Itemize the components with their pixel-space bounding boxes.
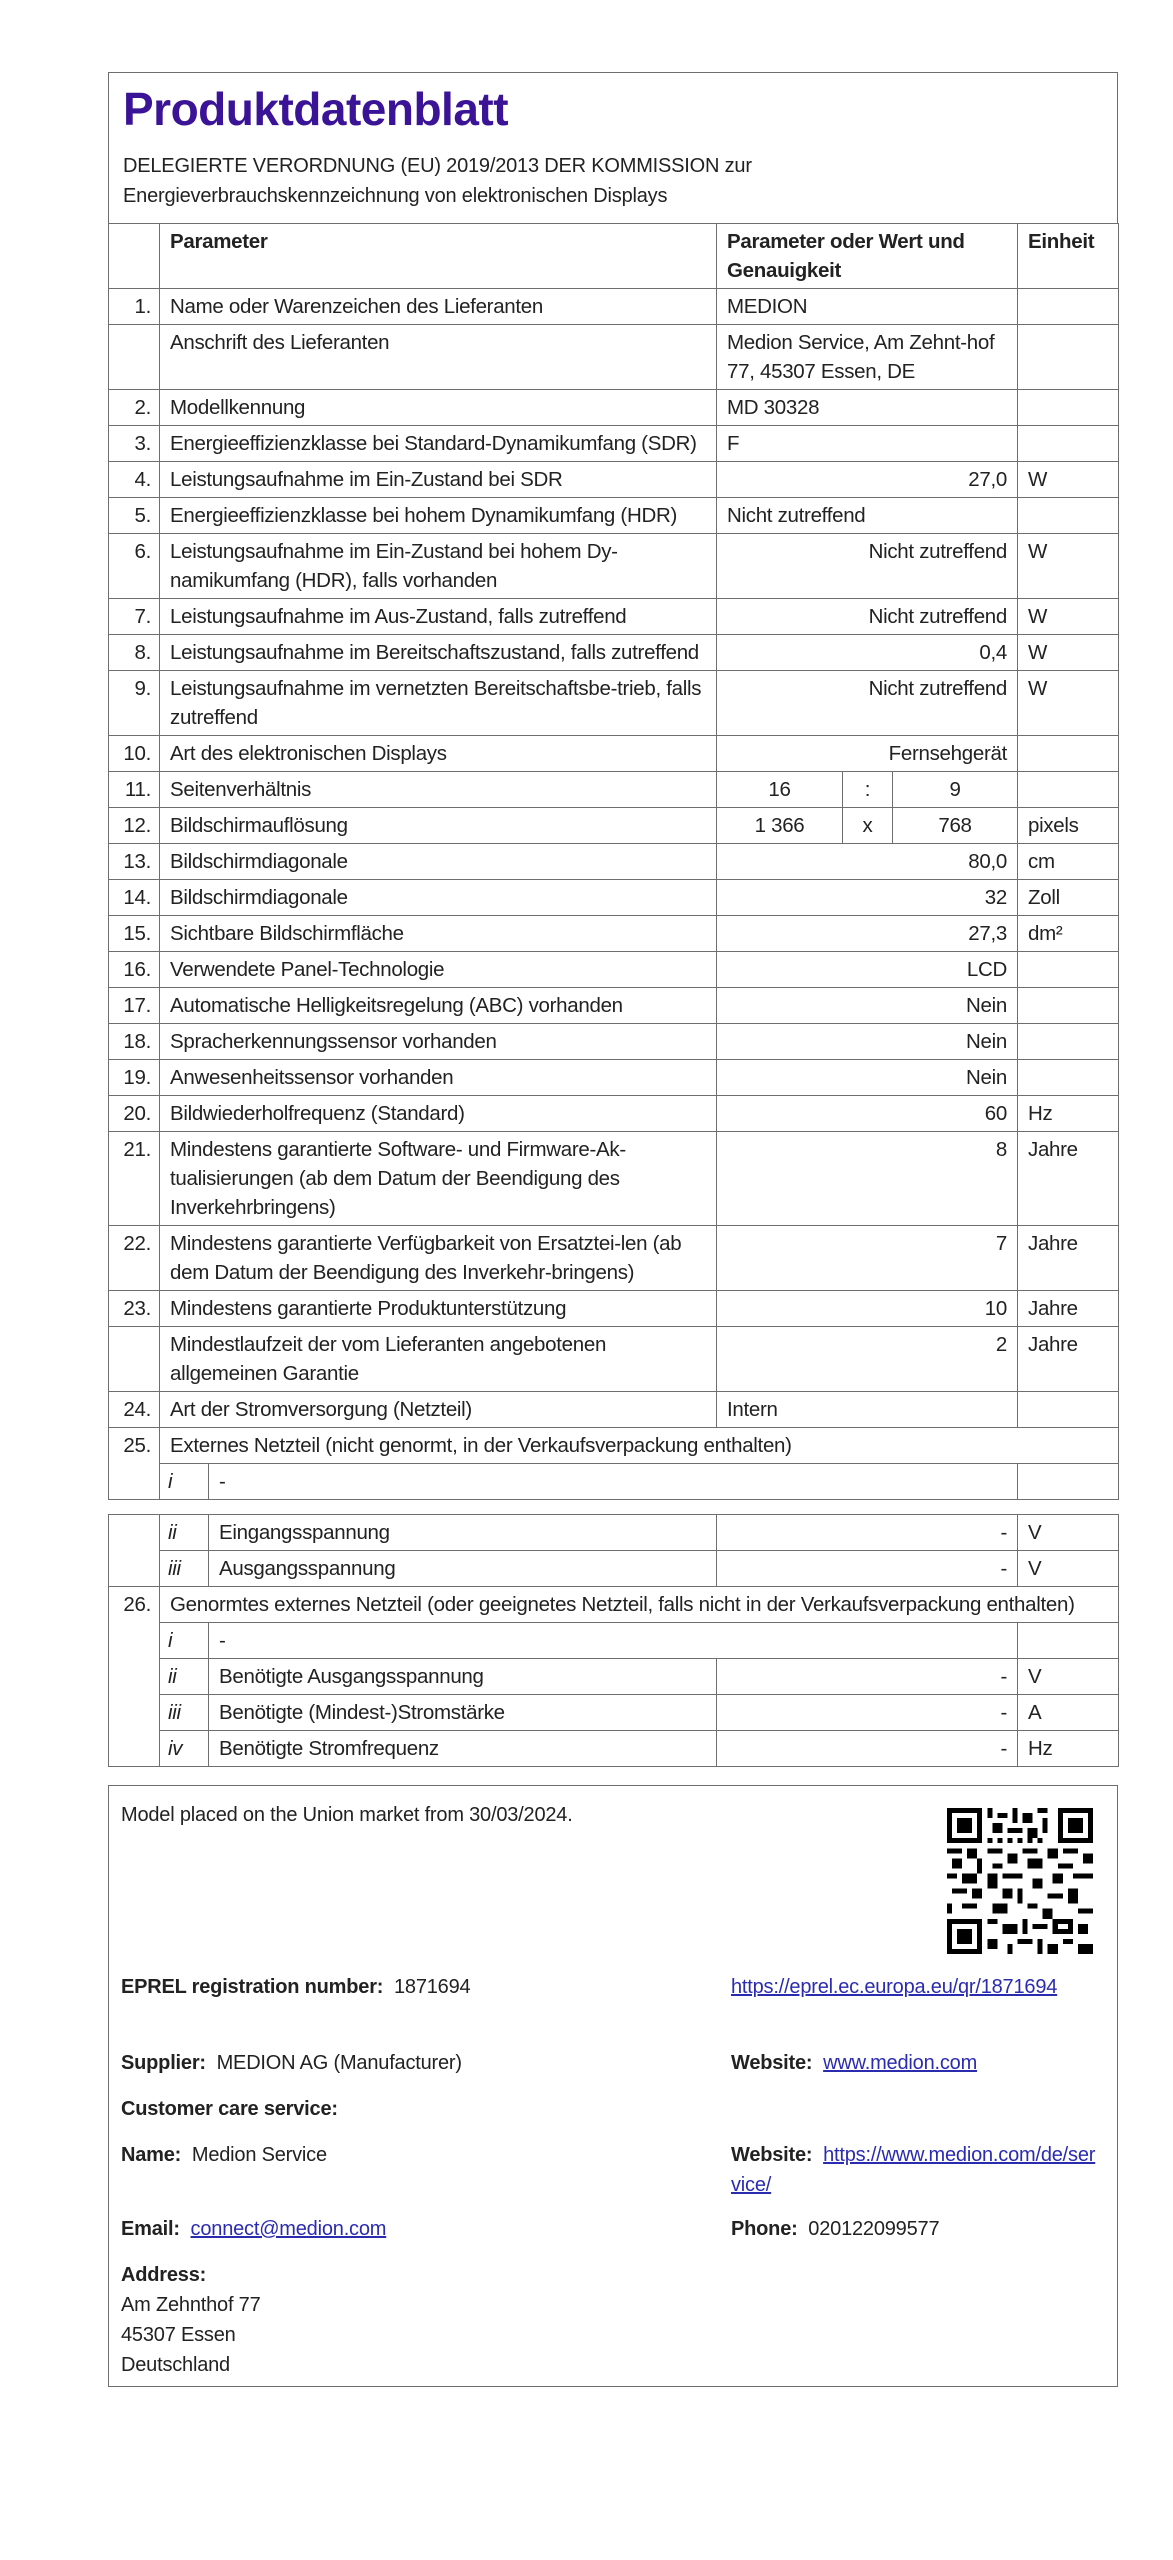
row-unit: dm² [1018,916,1119,952]
subrow-unit: V [1018,1551,1119,1587]
row-parameter: Anschrift des Lieferanten [160,325,717,390]
row-value-a: 1 366 [717,808,843,844]
table-row [109,534,1119,599]
row-parameter: Seitenverhältnis [160,772,717,808]
row-unit: Jahre [1018,1291,1119,1327]
row-unit [1018,1060,1119,1096]
row-parameter: Anwesenheitssensor vorhanden [160,1060,717,1096]
row-value: Fernsehgerät [717,736,1018,772]
row-number: 5. [109,498,160,534]
subrow-value: - [717,1731,1018,1767]
service-website [731,2140,1103,2200]
row-value-a: 16 [717,772,843,808]
row-number: 10. [109,736,160,772]
table-row [109,1392,1119,1428]
table-subrow [109,1464,1119,1500]
row-value: 60 [717,1096,1018,1132]
row-unit [1018,1392,1119,1428]
row-unit [1018,498,1119,534]
supplier [121,2048,462,2078]
row-number: 6. [109,534,160,599]
row-value: 32 [717,880,1018,916]
row-number: 13. [109,844,160,880]
row-value-separator: : [843,772,893,808]
subrow-value: - [717,1515,1018,1551]
row-unit: W [1018,462,1119,498]
service-phone [731,2214,939,2244]
row-unit [1018,1024,1119,1060]
row-number: 14. [109,880,160,916]
name-label: Name: [121,2144,182,2166]
row-number: 12. [109,808,160,844]
regulation-subtitle [123,151,1105,211]
phone-label: Phone: [731,2218,798,2240]
row-parameter: Mindestens garantierte Verfügbarkeit von Ersatztei-len (ab dem Datum der Beendigung des Inverkehr-bringens) [160,1226,717,1291]
row-number: 21. [109,1132,160,1226]
row-value: 27,0 [717,462,1018,498]
row-number: 22. [109,1226,160,1291]
table-row [109,844,1119,880]
row-unit: W [1018,534,1119,599]
row-unit: W [1018,671,1119,736]
row-unit [1018,988,1119,1024]
row-value: 2 [717,1327,1018,1392]
table-row [109,736,1119,772]
service-website-link[interactable]: https://www.medion.com/de/service/ [731,2144,1096,2196]
row-unit: W [1018,599,1119,635]
subrow-unit [1018,1623,1119,1659]
row-unit [1018,952,1119,988]
row-value-separator: x [843,808,893,844]
parameter-table [108,223,1119,1500]
table-row [109,1327,1119,1392]
subrow-roman: iii [160,1551,209,1587]
product-data-sheet [108,72,1118,2387]
subrow-unit: A [1018,1695,1119,1731]
eprel-link-wrap [731,1972,1091,2002]
row-parameter: Bildschirmdiagonale [160,880,717,916]
row-value: 27,3 [717,916,1018,952]
market-placement-text: Model placed on the Union market from 30/03/2024. [121,1804,573,1826]
row-value: F [717,426,1018,462]
row-section-title: Externes Netzteil (nicht genormt, in der Verkaufsverpackung enthalten) [160,1428,1119,1464]
row-number [109,325,160,390]
address-line-2: 45307 Essen [121,2324,236,2346]
table-row-25 [109,1428,1119,1464]
row-value: 8 [717,1132,1018,1226]
row-value: MEDION [717,289,1018,325]
row-parameter: Art der Stromversorgung (Netzteil) [160,1392,717,1428]
subrow-value: - [717,1659,1018,1695]
row-value: Intern [717,1392,1018,1428]
table-row [109,1291,1119,1327]
table-row [109,1132,1119,1226]
row-unit [1018,390,1119,426]
subrow-unit: V [1018,1659,1119,1695]
header-parameter: Parameter [160,224,717,289]
parameter-table-continued [108,1514,1119,1767]
row-number: 1. [109,289,160,325]
service-website-label: Website: [731,2144,813,2166]
row-parameter: Leistungsaufnahme im Aus-Zustand, falls zutreffend [160,599,717,635]
row-parameter: Spracherkennungssensor vorhanden [160,1024,717,1060]
table-row [109,325,1119,390]
table-subrow [109,1515,1119,1551]
header-value-line-2: Genauigkeit [727,259,842,282]
table-row [109,426,1119,462]
row-number: 4. [109,462,160,498]
table-row [109,1226,1119,1291]
row-number [109,1327,160,1392]
table-row [109,952,1119,988]
table-row [109,289,1119,325]
row-number: 23. [109,1291,160,1327]
row-unit: W [1018,635,1119,671]
table-row [109,1024,1119,1060]
row-value: Nein [717,988,1018,1024]
row-number: 8. [109,635,160,671]
table-header-row [109,224,1119,289]
subrow-label: Benötigte Ausgangsspannung [209,1659,717,1695]
subrow-roman: ii [160,1659,209,1695]
header-value [717,224,1018,289]
row-value: Nein [717,1060,1018,1096]
row-parameter: Leistungsaufnahme im Bereitschaftszustand, falls zutreffend [160,635,717,671]
row-unit: Hz [1018,1096,1119,1132]
header-unit: Einheit [1018,224,1119,289]
subrow-label: Benötigte Stromfrequenz [209,1731,717,1767]
address-line-1: Am Zehnthof 77 [121,2294,261,2316]
table-subrow [109,1695,1119,1731]
table-row [109,635,1119,671]
supplier-label: Supplier: [121,2052,206,2074]
row-value: Nein [717,1024,1018,1060]
row-parameter: Mindestens garantierte Software- und Firmware-Ak-tualisierungen (ab dem Datum der Beendigung des Inverkehrbringens) [160,1132,717,1226]
table-row-26 [109,1587,1119,1623]
row-value-b: 9 [893,772,1018,808]
row-parameter: Sichtbare Bildschirmfläche [160,916,717,952]
subtitle-line-1: DELEGIERTE VERORDNUNG (EU) 2019/2013 DER KOMMISSION zur [123,155,752,177]
row-unit [1018,289,1119,325]
row-number: 17. [109,988,160,1024]
service-name [121,2140,327,2170]
eprel-registration [121,1972,470,2002]
row-unit: pixels [1018,808,1119,844]
subrow-unit: Hz [1018,1731,1119,1767]
row-number: 3. [109,426,160,462]
subtitle-line-2: Energieverbrauchskennzeichnung von elektronischen Displays [123,185,668,207]
row-number: 9. [109,671,160,736]
row-parameter: Verwendete Panel-Technologie [160,952,717,988]
subrow-label: - [209,1623,1018,1659]
subrow-roman: ii [160,1515,209,1551]
table-row [109,671,1119,736]
email-label: Email: [121,2218,180,2240]
row-section-title: Genormtes externes Netzteil (oder geeignetes Netzteil, falls nicht in der Verkaufsverpackung enthalten) [160,1587,1119,1623]
address-label: Address: [121,2264,207,2286]
row-parameter: Energieeffizienzklasse bei hohem Dynamikumfang (HDR) [160,498,717,534]
row-number: 2. [109,390,160,426]
row-parameter: Leistungsaufnahme im vernetzten Bereitschaftsbe-trieb, falls zutreffend [160,671,717,736]
row-parameter: Automatische Helligkeitsregelung (ABC) vorhanden [160,988,717,1024]
row-value: Nicht zutreffend [717,671,1018,736]
eprel-label: EPREL registration number: [121,1976,384,1998]
subrow-label: Eingangsspannung [209,1515,717,1551]
header-value-line-1: Parameter oder Wert und [727,230,965,253]
row-value: Nicht zutreffend [717,534,1018,599]
table-row [109,599,1119,635]
row-value: MD 30328 [717,390,1018,426]
row-unit: Jahre [1018,1226,1119,1291]
subrow-label: Ausgangsspannung [209,1551,717,1587]
row-parameter: Energieeffizienzklasse bei Standard-Dynamikumfang (SDR) [160,426,717,462]
row-number: 26. [109,1587,160,1767]
table-subrow [109,1731,1119,1767]
row-value: Nicht zutreffend [717,599,1018,635]
subrow-label: Benötigte (Mindest-)Stromstärke [209,1695,717,1731]
page-title: Produktdatenblatt [123,83,509,135]
supplier-info-box [108,1785,1118,2387]
supplier-website [731,2048,977,2078]
row-value-b: 768 [893,808,1018,844]
row-number: 11. [109,772,160,808]
row-unit [1018,426,1119,462]
email-link[interactable]: connect@medion.com [190,2218,387,2240]
row-parameter: Name oder Warenzeichen des Lieferanten [160,289,717,325]
table-row [109,988,1119,1024]
supplier-value: MEDION AG (Manufacturer) [216,2052,462,2074]
subrow-roman: iv [160,1731,209,1767]
subrow-roman: i [160,1464,209,1500]
row-number-empty [109,1515,160,1587]
website-link[interactable]: www.medion.com [823,2052,978,2074]
table-subrow [109,1551,1119,1587]
table-row [109,1060,1119,1096]
subrow-unit: V [1018,1515,1119,1551]
row-parameter: Mindestens garantierte Produktunterstützung [160,1291,717,1327]
table-row [109,498,1119,534]
sheet-header [108,72,1118,223]
row-unit: Zoll [1018,880,1119,916]
row-parameter: Bildschirmdiagonale [160,844,717,880]
header-num [109,224,160,289]
subrow-roman: iii [160,1695,209,1731]
row-value: Nicht zutreffend [717,498,1018,534]
row-unit: cm [1018,844,1119,880]
row-number: 15. [109,916,160,952]
row-unit: Jahre [1018,1132,1119,1226]
table-row [109,390,1119,426]
row-number: 24. [109,1392,160,1428]
row-parameter: Modellkennung [160,390,717,426]
subrow-label: - [209,1464,1018,1500]
row-number: 20. [109,1096,160,1132]
address-line-3: Deutschland [121,2354,230,2376]
row-unit: Jahre [1018,1327,1119,1392]
table-row [109,462,1119,498]
subrow-value: - [717,1551,1018,1587]
table-row [109,916,1119,952]
row-value: 7 [717,1226,1018,1291]
row-unit [1018,736,1119,772]
row-value: 10 [717,1291,1018,1327]
phone-value: 020122099577 [808,2218,940,2240]
row-number: 25. [109,1428,160,1500]
address-block [121,2260,261,2380]
subrow-roman: i [160,1623,209,1659]
row-number: 7. [109,599,160,635]
row-number: 18. [109,1024,160,1060]
website-label: Website: [731,2052,813,2074]
row-value: 0,4 [717,635,1018,671]
service-email [121,2214,386,2244]
table-subrow [109,1623,1119,1659]
row-value: Medion Service, Am Zehnt-hof 77, 45307 Essen, DE [717,325,1018,390]
qr-code-icon[interactable] [947,1808,1093,1954]
row-unit [1018,325,1119,390]
row-parameter: Leistungsaufnahme im Ein-Zustand bei hohem Dy-namikumfang (HDR), falls vorhanden [160,534,717,599]
row-parameter: Bildschirmauflösung [160,808,717,844]
row-parameter: Leistungsaufnahme im Ein-Zustand bei SDR [160,462,717,498]
row-value: 80,0 [717,844,1018,880]
row-parameter: Mindestlaufzeit der vom Lieferanten angebotenen allgemeinen Garantie [160,1327,717,1392]
table-subrow [109,1659,1119,1695]
row-parameter: Art des elektronischen Displays [160,736,717,772]
row-value: LCD [717,952,1018,988]
eprel-link[interactable]: https://eprel.ec.europa.eu/qr/1871694 [731,1976,1058,1998]
table-row [109,1096,1119,1132]
eprel-number: 1871694 [393,1976,471,1998]
subrow-unit [1018,1464,1119,1500]
row-number: 19. [109,1060,160,1096]
table-row [109,808,1119,844]
row-parameter: Bildwiederholfrequenz (Standard) [160,1096,717,1132]
table-row [109,880,1119,916]
row-unit [1018,772,1119,808]
name-value: Medion Service [191,2144,327,2166]
subrow-value: - [717,1695,1018,1731]
customer-care-heading: Customer care service: [121,2098,338,2120]
table-row [109,772,1119,808]
row-number: 16. [109,952,160,988]
